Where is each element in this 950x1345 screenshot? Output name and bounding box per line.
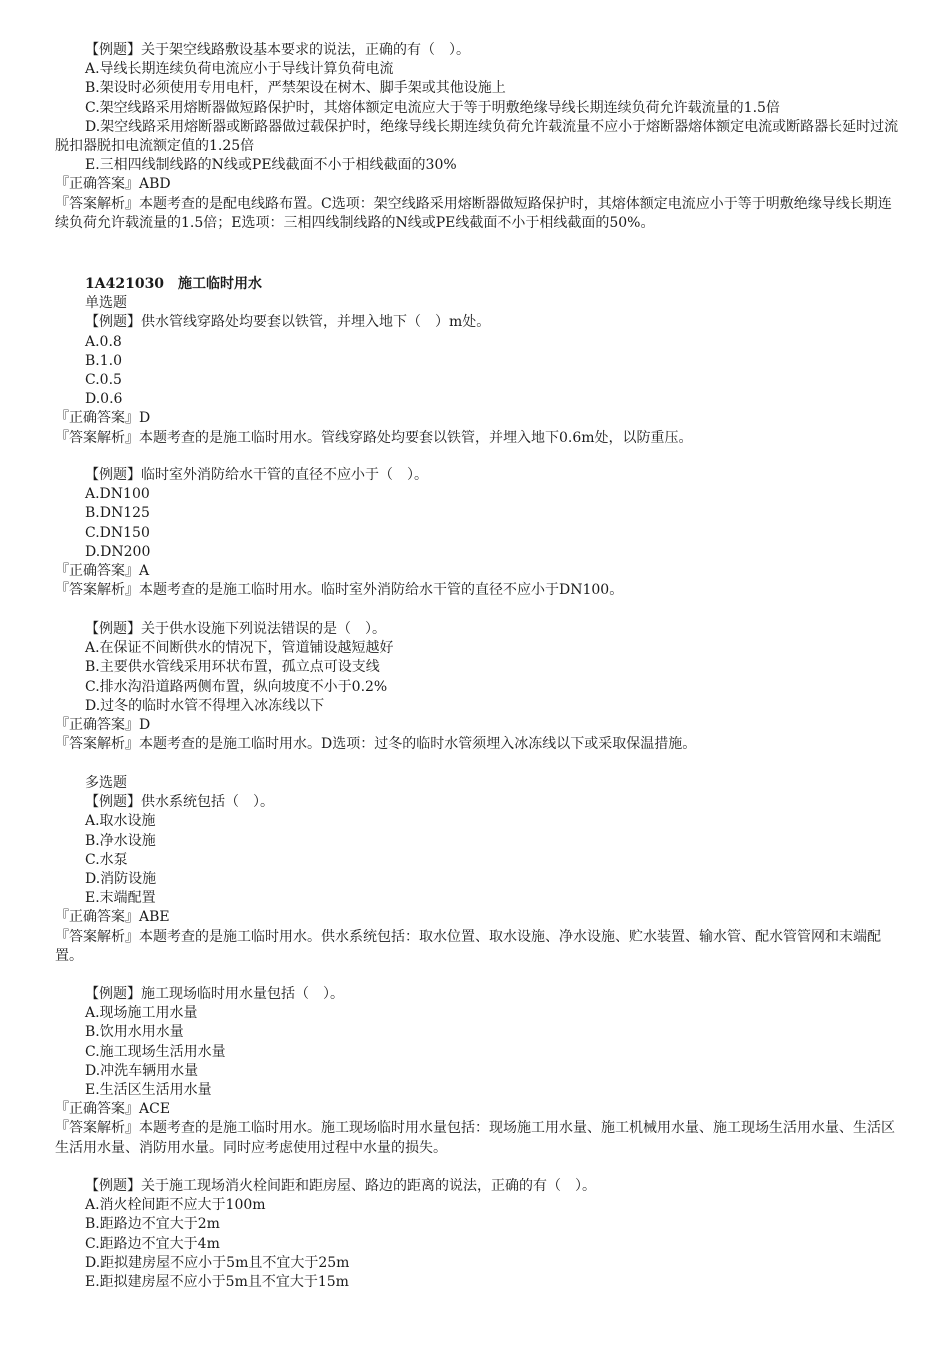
option-c: C.DN150 <box>85 524 150 541</box>
option-b: B.架设时必须使用专用电杆，严禁架设在树木、脚手架或其他设施上 <box>85 80 506 97</box>
option-e: E.末端配置 <box>85 890 156 907</box>
question-block-6 <box>55 985 900 1158</box>
question-stem: 【例题】临时室外消防给水干管的直径不应小于（ ）。 <box>85 467 428 483</box>
question-block-2 <box>55 275 900 448</box>
correct-answer: 『正确答案』D <box>55 410 151 427</box>
option-d: D.架空线路采用熔断器或断路器做过载保护时，绝缘导线长期连续负荷允许载流量不应小于熔断器熔体额定电流或断路器长延时过流脱扣器脱扣电流额定值的1.25倍 <box>55 118 899 155</box>
correct-answer: 『正确答案』A <box>55 563 150 580</box>
answer-analysis: 『答案解析』本题考查的是施工临时用水。施工现场临时用水量包括：现场施工用水量、施工机械用水量、施工现场生活用水量、生活区生活用水量、消防用水量。同时应考虑使用过程中水量的损失。 <box>55 1120 895 1156</box>
option-c: C.水泵 <box>85 851 128 868</box>
option-c: C.距路边不宜大于4m <box>85 1235 220 1252</box>
option-a: A.取水设施 <box>85 813 156 830</box>
question-stem: 【例题】关于供水设施下列说法错误的是（ ）。 <box>85 621 386 637</box>
option-a: A.在保证不间断供水的情况下，管道铺设越短越好 <box>85 640 394 657</box>
option-c: C.0.5 <box>85 372 122 389</box>
answer-analysis: 『答案解析』本题考查的是施工临时用水。D选项：过冬的临时水管须埋入冰冻线以下或采取保温措施。 <box>55 736 697 753</box>
question-block-1 <box>55 41 900 233</box>
question-stem: 【例题】关于施工现场消火栓间距和距房屋、路边的距离的说法，正确的有（ ）。 <box>85 1178 596 1194</box>
option-c: C.架空线路采用熔断器做短路保护时，其熔体额定电流应大于等于明敷绝缘导线长期连续负荷允许载流量的1.5倍 <box>85 99 780 116</box>
option-b: B.净水设施 <box>85 832 156 849</box>
option-d: D.消防设施 <box>85 871 157 888</box>
answer-analysis: 『答案解析』本题考查的是配电线路布置。C选项：架空线路采用熔断器做短路保护时，其熔体额定电流应小于等于明敷绝缘导线长期连续负荷允许载流量的1.5倍；E选项：三相四线制线路的N线或PE线截面不小于相线截面的50%。 <box>55 195 892 231</box>
option-e: E.距拟建房屋不应小于5m且不宜大于15m <box>85 1274 349 1291</box>
option-c: C.施工现场生活用水量 <box>85 1043 226 1060</box>
section-title: 1A421030 施工临时用水 <box>85 276 263 292</box>
multi-choice-label: 多选题 <box>85 775 127 791</box>
correct-answer: 『正确答案』ACE <box>55 1101 171 1118</box>
option-a: A.DN100 <box>85 486 150 503</box>
question-block-4 <box>55 620 900 754</box>
option-b: B.距路边不宜大于2m <box>85 1216 220 1233</box>
correct-answer: 『正确答案』ABE <box>55 909 170 926</box>
option-d: D.0.6 <box>85 391 123 408</box>
question-stem: 【例题】施工现场临时用水量包括（ ）。 <box>85 986 344 1002</box>
question-stem: 【例题】关于架空线路敷设基本要求的说法，正确的有（ ）。 <box>85 42 470 58</box>
option-b: B.1.0 <box>85 352 123 369</box>
option-b: B.饮用水用水量 <box>85 1024 184 1041</box>
answer-analysis: 『答案解析』本题考查的是施工临时用水。管线穿路处均要套以铁管，并埋入地下0.6m处，以防重压。 <box>55 429 693 446</box>
single-choice-label: 单选题 <box>85 295 127 312</box>
answer-analysis: 『答案解析』本题考查的是施工临时用水。供水系统包括：取水位置、取水设施、净水设施、贮水装置、输水管、配水管管网和末端配置。 <box>55 928 881 964</box>
option-a: A.消火栓间距不应大于100m <box>85 1197 266 1214</box>
option-c: C.排水沟沿道路两侧布置，纵向坡度不小于0.2% <box>85 678 388 695</box>
question-block-3 <box>55 466 900 600</box>
option-e: E.三相四线制线路的N线或PE线截面不小于相线截面的30% <box>85 157 457 174</box>
option-a: A.现场施工用水量 <box>85 1005 198 1022</box>
question-block-5 <box>55 774 900 966</box>
question-stem: 【例题】供水管线穿路处均要套以铁管，并埋入地下（ ）m处。 <box>85 314 491 331</box>
option-b: B.DN125 <box>85 505 150 522</box>
option-a: A.导线长期连续负荷电流应小于导线计算负荷电流 <box>85 61 394 78</box>
option-d: D.距拟建房屋不应小于5m且不宜大于25m <box>85 1254 350 1271</box>
correct-answer: 『正确答案』ABD <box>55 176 171 193</box>
answer-analysis: 『答案解析』本题考查的是施工临时用水。临时室外消防给水干管的直径不应小于DN100。 <box>55 582 624 599</box>
correct-answer: 『正确答案』D <box>55 717 151 734</box>
option-e: E.生活区生活用水量 <box>85 1082 212 1099</box>
option-b: B.主要供水管线采用环状布置，孤立点可设支线 <box>85 659 380 676</box>
option-a: A.0.8 <box>85 333 122 350</box>
question-block-7 <box>55 1177 900 1292</box>
option-d: D.过冬的临时水管不得埋入冰冻线以下 <box>85 697 325 714</box>
option-d: D.冲洗车辆用水量 <box>85 1062 199 1079</box>
question-stem: 【例题】供水系统包括（ ）。 <box>85 794 274 811</box>
option-d: D.DN200 <box>85 543 151 560</box>
